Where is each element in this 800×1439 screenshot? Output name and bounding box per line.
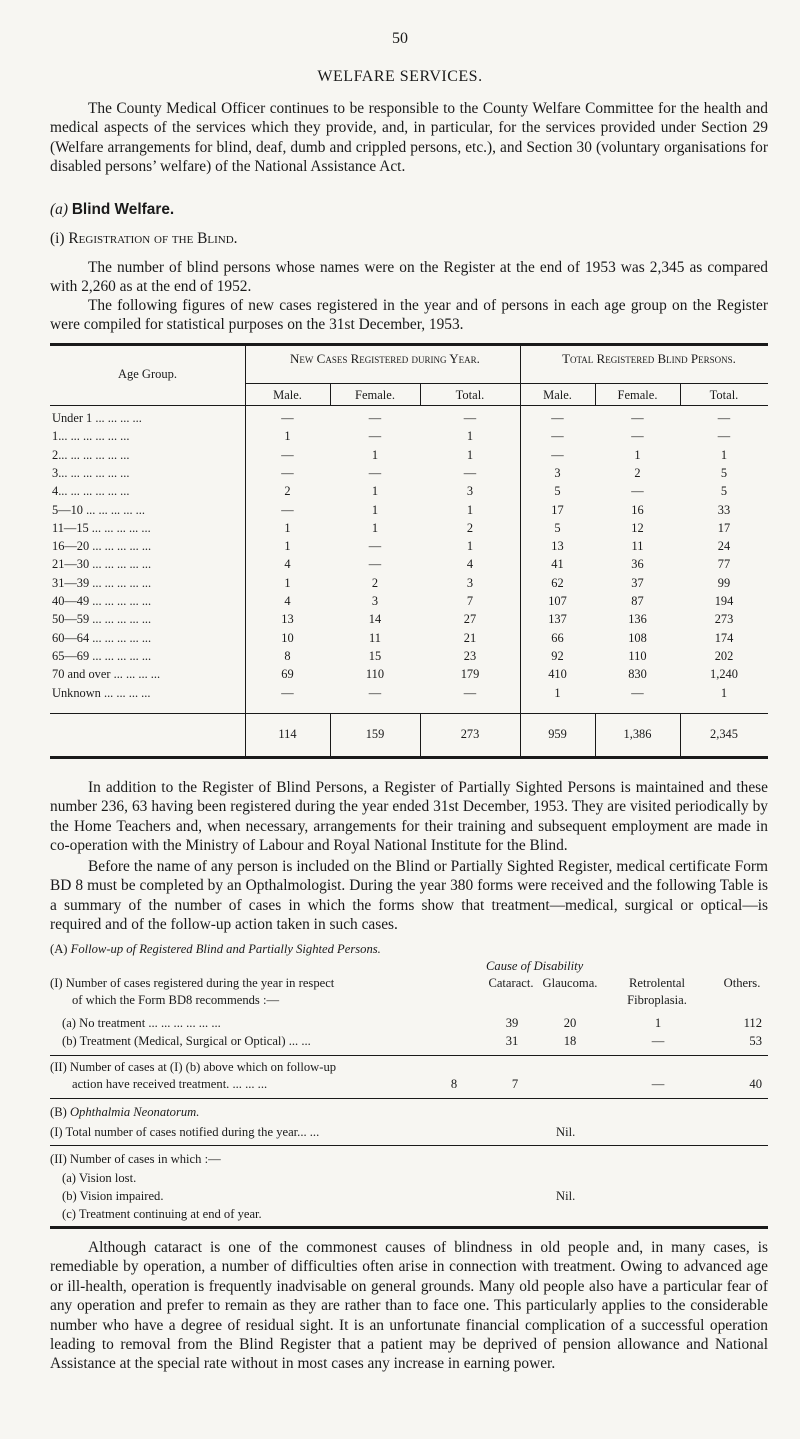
table-cell: 15 bbox=[368, 648, 382, 663]
table-cell: 107 bbox=[548, 594, 567, 608]
table-cell: 1 bbox=[284, 575, 291, 590]
total-cell: 959 bbox=[548, 727, 567, 741]
col-age-group: Age Group. bbox=[117, 367, 177, 381]
col-others: Others. bbox=[723, 976, 761, 990]
subsection-1-prefix: (i) bbox=[50, 230, 65, 247]
col-glaucoma: Glaucoma. bbox=[542, 976, 598, 990]
table-cell: — bbox=[463, 411, 477, 425]
divider bbox=[50, 1098, 768, 1099]
neonatorum-sub-b: (b) Vision impaired. bbox=[62, 1189, 164, 1203]
table-row bbox=[50, 667, 768, 683]
table-row bbox=[50, 649, 768, 665]
table-row bbox=[50, 631, 768, 647]
followup-heading bbox=[50, 942, 381, 957]
row-a-glaucoma: 20 bbox=[563, 1016, 577, 1030]
subsection-1-heading bbox=[50, 230, 238, 248]
neonatorum-sub-c: (c) Treatment continuing at end of year. bbox=[62, 1207, 262, 1221]
register-paragraph: The number of blind persons whose names were on the Register at the end of 1953 was 2,345 as compared with 2,260 as at the end of 1952. bbox=[50, 259, 768, 296]
divider bbox=[50, 1055, 768, 1056]
table-cell: — bbox=[631, 484, 644, 499]
total-cell: 1,386 bbox=[623, 727, 652, 741]
neonatorum-sub-b-value: Nil. bbox=[556, 1189, 576, 1203]
table-cell: 2 bbox=[634, 465, 641, 480]
table-row bbox=[50, 594, 768, 610]
table-cell: 4 bbox=[284, 557, 291, 572]
section-a-heading bbox=[50, 201, 174, 219]
total-cell: 114 bbox=[278, 727, 297, 741]
table-cell: 27 bbox=[463, 612, 477, 627]
cataract-paragraph: Although cataract is one of the commonest causes of blindness in old people and, in many cases, is remediable by operation, a number of difficulties often arise in connection with treatment. Owing to advanced age or ill-health, operation is frequently inadvisable on general grounds. Many old people also have a particular fear of any operation and prefer to remain as they are rather than to face one. This particularly applies to the considerable number who have a degree of residual sight. It is an unfortunate financial complication of a successful operation leading to removal from the Blind Register that a patient may be deprived of pension allowance and National Assistance at the special rate without in most cases any increase in earning power. bbox=[50, 1239, 768, 1373]
row-b-label: (b) Treatment (Medical, Surgical or Optical) ... ... bbox=[62, 1034, 311, 1048]
total-cell: 159 bbox=[365, 727, 385, 741]
table-cell: 1 bbox=[371, 520, 379, 535]
table-cell: 4 bbox=[284, 594, 291, 608]
table-cell: — bbox=[717, 411, 731, 425]
age-group-label: 11—15 ... ... ... ... ... bbox=[52, 520, 151, 535]
table-cell: 1 bbox=[466, 502, 474, 517]
neonatorum-sub-a: (a) Vision lost. bbox=[62, 1171, 137, 1185]
table-cell: 2 bbox=[371, 575, 379, 590]
intro-paragraph: The County Medical Officer continues to be responsible to the County Welfare Committee for the health and medical aspects of the services which they provide, and, in particular, for the services provided under Section 29 (Welfare arrangements for blind, deaf, dumb and crippled persons, etc.), and Section 30 (voluntary organisations for disabled persons’ welfare) of the National Assistance Act. bbox=[50, 100, 768, 176]
table-cell: 7 bbox=[466, 594, 474, 608]
age-group-label: 1... ... ... ... ... ... bbox=[52, 429, 130, 444]
table-cell: 110 bbox=[365, 667, 385, 682]
table-row bbox=[50, 521, 768, 537]
divider bbox=[50, 1226, 768, 1229]
table-cell: 410 bbox=[548, 667, 567, 682]
table-cell: 5 bbox=[720, 465, 728, 480]
table-cell: — bbox=[463, 465, 477, 480]
subheader-new-female: Female. bbox=[355, 388, 395, 402]
table-row bbox=[50, 411, 768, 427]
total-cell: 273 bbox=[460, 727, 480, 741]
row-b-retrolental: — bbox=[651, 1034, 665, 1048]
col-cataract: Cataract. bbox=[488, 976, 534, 990]
row-a-label: (a) No treatment ... ... ... ... ... ... bbox=[62, 1016, 221, 1030]
table-cell: 202 bbox=[714, 648, 734, 663]
table-cell: 12 bbox=[631, 520, 644, 535]
table-cell: 17 bbox=[551, 502, 564, 517]
table-cell: 92 bbox=[551, 648, 564, 663]
neonatorum-heading bbox=[50, 1105, 199, 1120]
table-cell: 273 bbox=[714, 612, 734, 627]
partially-sighted-paragraph: In addition to the Register of Blind Persons, a Register of Partially Sighted Persons is maintained and these number 236, 63 having been registered during the year ended 31st December, 1953. They are visited periodically by the Home Teachers and, when necessary, arrangements for their training and subsequent employment are made in co-operation with the Ministry of Labour and Royal National Institute for the Blind. bbox=[50, 779, 768, 855]
age-group-label: 16—20 ... ... ... ... ... bbox=[52, 539, 152, 554]
table-cell: 1 bbox=[634, 447, 641, 462]
table-cell: 174 bbox=[714, 630, 734, 645]
certificate-paragraph: Before the name of any person is included on the Blind or Partially Sighted Register, medical certificate Form BD 8 must be completed by an Opthalmologist. During the year 380 forms were received and the following Table is a summary of the number of cases in which the forms show that treatment—medical, surgical or optical—is required and of the follow-up action taken in such cases. bbox=[50, 858, 768, 934]
table-cell: 99 bbox=[717, 575, 731, 590]
table-cell: 24 bbox=[717, 539, 731, 554]
table-cell: — bbox=[631, 411, 644, 425]
table-row bbox=[50, 576, 768, 592]
item1-line2: of which the Form BD8 recommends :— bbox=[72, 993, 280, 1007]
age-group-label: 21—30 ... ... ... ... ... bbox=[52, 557, 152, 572]
table-cell: 1 bbox=[371, 484, 379, 499]
table-cell: — bbox=[368, 429, 382, 444]
col-retrolental: Retrolental bbox=[629, 976, 685, 990]
table-cell: 137 bbox=[548, 612, 567, 627]
table-cell: 37 bbox=[631, 575, 644, 590]
table-cell: — bbox=[368, 685, 382, 700]
blind-register-table bbox=[50, 343, 768, 759]
table-cell: 830 bbox=[628, 667, 647, 682]
table-cell: 1 bbox=[284, 520, 291, 535]
table-row bbox=[50, 503, 768, 519]
table-row bbox=[50, 484, 768, 500]
neonatorum-title: Ophthalmia Neonatorum. bbox=[69, 1105, 200, 1119]
table-row bbox=[50, 557, 768, 573]
age-group-label: 5—10 ... ... ... ... ... bbox=[52, 502, 145, 517]
table-cell: 10 bbox=[281, 630, 294, 645]
neonatorum-item1: (I) Total number of cases notified during the year... ... bbox=[50, 1125, 320, 1139]
table-cell: 1 bbox=[466, 429, 474, 444]
table-cell: 1 bbox=[554, 685, 561, 700]
table-row bbox=[50, 429, 768, 445]
subheader-reg-total: Total. bbox=[709, 388, 739, 402]
table-cell: — bbox=[463, 685, 477, 700]
neonatorum-prefix: (B) bbox=[50, 1105, 67, 1119]
table-cell: 87 bbox=[631, 594, 644, 608]
item2-cataract: 8 bbox=[450, 1077, 458, 1091]
table-cell: 1 bbox=[284, 539, 291, 554]
table-row bbox=[50, 612, 768, 628]
table-cell: — bbox=[281, 411, 294, 425]
table-cell: 3 bbox=[371, 594, 379, 608]
section-a-title: Blind Welfare. bbox=[71, 201, 175, 218]
table-cell: 3 bbox=[554, 465, 561, 480]
table-cell: — bbox=[368, 557, 382, 572]
age-group-label: 60—64 ... ... ... ... ... bbox=[52, 630, 152, 645]
table-cell: 23 bbox=[463, 648, 477, 663]
table-cell: 8 bbox=[284, 648, 291, 663]
table-cell: 11 bbox=[631, 539, 644, 554]
neonatorum-item2: (II) Number of cases in which :— bbox=[50, 1152, 221, 1166]
table-cell: — bbox=[281, 465, 294, 480]
table-cell: 2 bbox=[284, 484, 291, 499]
table-cell: 62 bbox=[551, 575, 564, 590]
table-cell: 33 bbox=[717, 502, 731, 517]
table-cell: 16 bbox=[631, 502, 644, 517]
table-row bbox=[50, 466, 768, 482]
figures-paragraph: The following figures of new cases registered in the year and of persons in each age group on the Register were compiled for statistical purposes on the 31st December, 1953. bbox=[50, 297, 768, 334]
table-cell: 2 bbox=[466, 520, 474, 535]
subheader-new-male: Male. bbox=[273, 388, 302, 402]
age-group-label: 31—39 ... ... ... ... ... bbox=[52, 575, 152, 590]
table-cell: 36 bbox=[631, 557, 644, 572]
table-cell: 5 bbox=[554, 484, 561, 499]
table-cell: 13 bbox=[281, 612, 294, 627]
item2-line1: (II) Number of cases at (I) (b) above which on follow-up bbox=[50, 1060, 337, 1074]
row-b-others: 53 bbox=[749, 1034, 762, 1048]
table-cell: — bbox=[368, 539, 382, 554]
table-cell: 14 bbox=[368, 612, 382, 627]
table-cell: — bbox=[631, 429, 644, 444]
table-cell: — bbox=[368, 465, 382, 480]
table-cell: 5 bbox=[554, 520, 561, 535]
age-group-label: 40—49 ... ... ... ... ... bbox=[52, 594, 152, 608]
table-cell: 179 bbox=[460, 667, 480, 682]
subheader-reg-female: Female. bbox=[617, 388, 658, 402]
divider bbox=[50, 1145, 768, 1146]
age-group-label: 65—69 ... ... ... ... ... bbox=[52, 648, 152, 663]
table-cell: — bbox=[551, 447, 564, 462]
cause-heading: Cause of Disability bbox=[486, 959, 584, 973]
row-b-glaucoma: 18 bbox=[563, 1034, 577, 1048]
section-a-prefix: (a) bbox=[50, 201, 68, 218]
age-group-label: Unknown ... ... ... ... bbox=[52, 685, 151, 700]
age-group-label: 50—59 ... ... ... ... ... bbox=[52, 612, 152, 627]
table-cell: — bbox=[281, 502, 294, 517]
item2-glaucoma: 7 bbox=[511, 1077, 519, 1091]
group-new-cases: New Cases Registered during Year. bbox=[290, 351, 480, 366]
table-cell: 1 bbox=[466, 539, 474, 554]
table-cell: — bbox=[717, 429, 731, 444]
item2-others: 40 bbox=[749, 1077, 762, 1091]
table-cell: 136 bbox=[628, 612, 647, 627]
table-row bbox=[50, 539, 768, 555]
table-cell: 108 bbox=[628, 630, 647, 645]
table-cell: — bbox=[368, 411, 382, 425]
age-group-label: 3... ... ... ... ... ... bbox=[52, 465, 130, 480]
table-cell: 77 bbox=[717, 557, 731, 572]
table-cell: 4 bbox=[466, 557, 474, 572]
subsection-1-title: Registration of the Blind. bbox=[68, 230, 238, 247]
table-cell: 3 bbox=[466, 484, 474, 499]
total-cell: 2,345 bbox=[710, 727, 738, 741]
table-cell: 21 bbox=[463, 630, 477, 645]
table-cell: 5 bbox=[720, 484, 728, 499]
table-cell: 1 bbox=[720, 685, 728, 700]
table-row bbox=[50, 686, 768, 702]
col-retrolental-line2: Fibroplasia. bbox=[627, 993, 687, 1007]
neonatorum-item1-value: Nil. bbox=[556, 1125, 576, 1139]
table-cell: 194 bbox=[714, 594, 734, 608]
table-cell: 11 bbox=[369, 630, 381, 645]
row-a-others: 112 bbox=[743, 1016, 762, 1030]
table-cell: 41 bbox=[551, 557, 564, 572]
age-group-label: Under 1 ... ... ... ... bbox=[52, 411, 142, 425]
table-cell: 1 bbox=[466, 447, 474, 462]
table-cell: 1 bbox=[371, 447, 379, 462]
followup-title: Follow-up of Registered Blind and Partially Sighted Persons. bbox=[70, 942, 381, 956]
table-cell: — bbox=[551, 411, 564, 425]
table-cell: 110 bbox=[628, 648, 647, 663]
table-cell: 3 bbox=[466, 575, 474, 590]
table-cell: 1 bbox=[371, 502, 379, 517]
age-group-label: 4... ... ... ... ... ... bbox=[52, 484, 130, 499]
subheader-new-total: Total. bbox=[455, 388, 485, 402]
table-cell: 17 bbox=[717, 520, 731, 535]
table-cell: 13 bbox=[551, 539, 564, 554]
row-a-cataract: 39 bbox=[505, 1016, 519, 1030]
table-cell: — bbox=[281, 685, 294, 700]
group-total-registered: Total Registered Blind Persons. bbox=[562, 351, 736, 366]
row-a-retrolental: 1 bbox=[654, 1016, 662, 1030]
subheader-reg-male: Male. bbox=[543, 388, 572, 402]
table-cell: — bbox=[631, 685, 644, 700]
item2-retrolental: — bbox=[651, 1077, 665, 1091]
age-group-label: 2... ... ... ... ... ... bbox=[52, 447, 130, 462]
table-cell: 1 bbox=[720, 447, 728, 462]
table-cell: 69 bbox=[281, 667, 294, 682]
row-b-cataract: 31 bbox=[505, 1034, 519, 1048]
table-cell: 1,240 bbox=[710, 667, 738, 682]
page-title: WELFARE SERVICES. bbox=[317, 68, 483, 85]
table-cell: — bbox=[551, 429, 564, 444]
table-cell: — bbox=[281, 447, 294, 462]
table-cell: 66 bbox=[551, 630, 564, 645]
table-row bbox=[50, 448, 768, 464]
item2-line2: action have received treatment. ... ... ... bbox=[72, 1077, 268, 1091]
followup-prefix: (A) bbox=[50, 942, 68, 956]
item1-line1: (I) Number of cases registered during the year in respect bbox=[50, 976, 335, 990]
age-group-label: 70 and over ... ... ... ... bbox=[52, 667, 161, 682]
page-number: 50 bbox=[392, 30, 408, 47]
table-cell: 1 bbox=[284, 429, 291, 444]
